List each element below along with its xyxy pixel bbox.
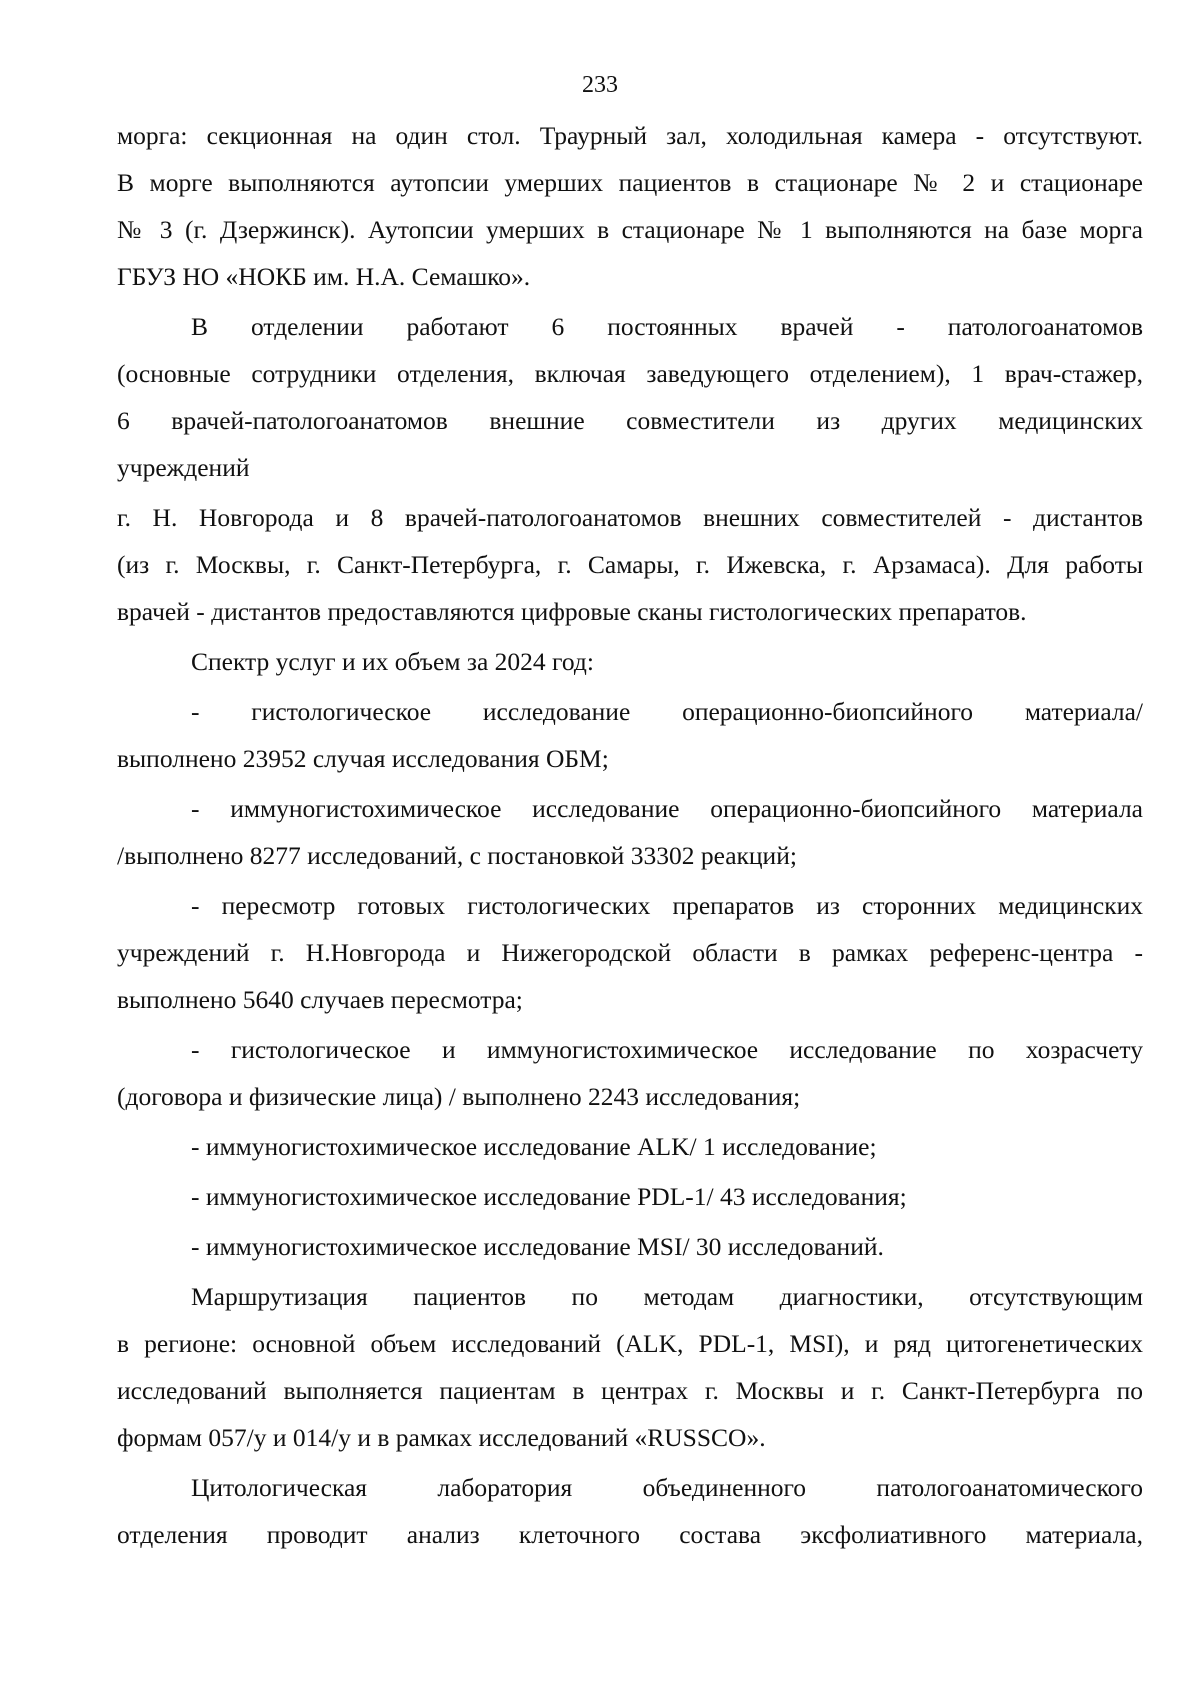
paragraph	[117, 1464, 1143, 1558]
text-line: - иммуногистохимическое исследование PDL-1/ 43 исследования;	[191, 1182, 907, 1211]
paragraph	[117, 688, 1143, 782]
text-line: отделения проводит анализ клеточного состава эксфолиативного материала,	[117, 1520, 1143, 1549]
text-line: /выполнено 8277 исследований, с постановкой 33302 реакций;	[117, 841, 797, 870]
text-line: - иммуногистохимическое исследование операционно-биопсийного материала	[191, 794, 1143, 823]
text-line: выполнено 23952 случая исследования ОБМ;	[117, 744, 609, 773]
text-line: - пересмотр готовых гистологических препаратов из сторонних медицинских	[191, 891, 1143, 920]
paragraph	[117, 303, 1143, 491]
text-line: (основные сотрудники отделения, включая заведующего отделением), 1 врач-стажер,	[117, 359, 1143, 388]
text-line: - иммуногистохимическое исследование MSI/ 30 исследований.	[191, 1232, 884, 1261]
text-line: исследований выполняется пациентам в центрах г. Москвы и г. Санкт-Петербурга по	[117, 1376, 1143, 1405]
text-line: Цитологическая лаборатория объединенного патологоанатомического	[191, 1473, 1143, 1502]
page-number: 233	[582, 72, 618, 98]
text-line: Спектр услуг и их объем за 2024 год:	[191, 647, 594, 676]
text-line: (договора и физические лица) / выполнено 2243 исследования;	[117, 1082, 801, 1111]
text-line: учреждений г. Н.Новгорода и Нижегородской области в рамках референс-центра -	[117, 938, 1143, 967]
text-line: г. Н. Новгорода и 8 врачей-патологоанатомов внешних совместителей - дистантов	[117, 503, 1143, 532]
paragraph	[117, 1026, 1143, 1120]
text-line: В морге выполняются аутопсии умерших пациентов в стационаре № 2 и стационаре	[117, 168, 1143, 197]
text-line: учреждений	[117, 453, 250, 482]
paragraph	[117, 494, 1143, 635]
document-body	[117, 112, 1143, 1558]
text-line: морга: секционная на один стол. Траурный зал, холодильная камера - отсутствуют.	[117, 121, 1143, 150]
paragraph	[117, 785, 1143, 879]
text-line: 6 врачей-патологоанатомов внешние совместители из других медицинских	[117, 406, 1143, 435]
paragraph	[117, 882, 1143, 1023]
paragraph	[117, 1123, 1143, 1170]
paragraph	[117, 1223, 1143, 1270]
text-line: - гистологическое исследование операционно-биопсийного материала/	[191, 697, 1143, 726]
text-line: формам 057/у и 014/у и в рамках исследований «RUSSCO».	[117, 1423, 766, 1452]
text-line: В отделении работают 6 постоянных врачей - патологоанатомов	[191, 312, 1143, 341]
text-line: Маршрутизация пациентов по методам диагностики, отсутствующим	[191, 1282, 1143, 1311]
text-line: ГБУЗ НО «НОКБ им. Н.А. Семашко».	[117, 262, 531, 291]
text-line: в регионе: основной объем исследований (ALK, PDL-1, MSI), и ряд цитогенетических	[117, 1329, 1143, 1358]
text-line: выполнено 5640 случаев пересмотра;	[117, 985, 523, 1014]
text-line: (из г. Москвы, г. Санкт-Петербурга, г. Самары, г. Ижевска, г. Арзамаса). Для работы	[117, 550, 1143, 579]
text-line: № 3 (г. Дзержинск). Аутопсии умерших в стационаре № 1 выполняются на базе морга	[117, 215, 1143, 244]
paragraph	[117, 1173, 1143, 1220]
paragraph	[117, 1273, 1143, 1461]
text-line: - гистологическое и иммуногистохимическое исследование по хозрасчету	[191, 1035, 1143, 1064]
paragraph	[117, 638, 1143, 685]
text-line: - иммуногистохимическое исследование ALK/ 1 исследование;	[191, 1132, 877, 1161]
paragraph	[117, 112, 1143, 300]
text-line: врачей - дистантов предоставляются цифровые сканы гистологических препаратов.	[117, 597, 1027, 626]
